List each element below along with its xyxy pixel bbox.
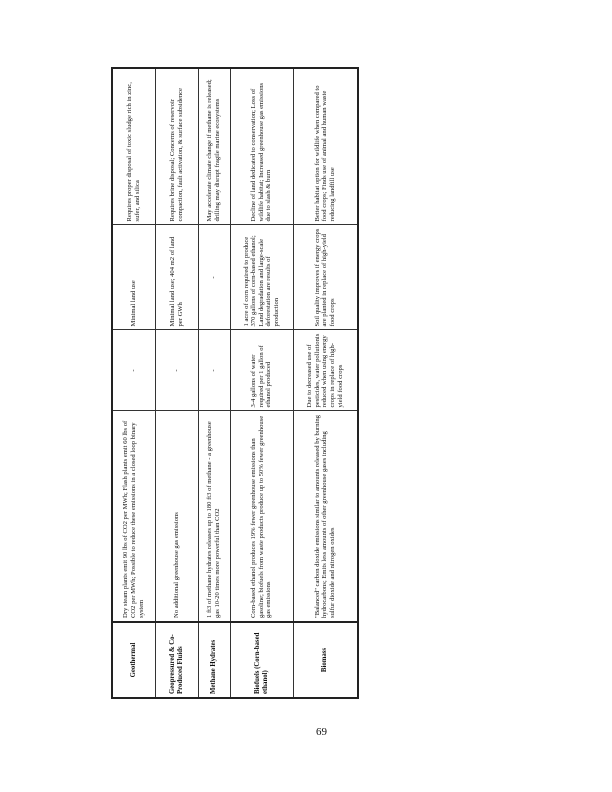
emissions-cell: Corn-based ethanol produces 19% fewer greenhouse emissions than gasoline; biofuels from waste products produce up to 50% fewer greenhouse gas emissions	[230, 411, 293, 622]
water-cell: -	[112, 330, 155, 411]
land-cell: Minimal land use; 404 m2 of land per GWh	[155, 225, 198, 330]
other-impacts-cell: Decline of land dedicated to conservation; Loss of wildlife habitat; Increased greenhouse gas emissions due to slash & burn	[230, 68, 293, 225]
land-cell: Minimal land use	[112, 225, 155, 330]
land-cell: -	[198, 225, 230, 330]
other-impacts-cell: Requires proper disposal of toxic sludge rich in zinc, sufer, and silica	[112, 68, 155, 225]
water-cell: 3-4 gallons of water required per 1 gallon of ethanol produced	[230, 330, 293, 411]
water-cell: -	[198, 330, 230, 411]
rotated-table-container	[111, 69, 357, 699]
page-number: 69	[316, 726, 327, 738]
other-impacts-cell: Better habitat option for wildlife when compared to food crops; Finds use of animal and human waste reducing landfill use	[293, 68, 358, 225]
environmental-impacts-table	[111, 67, 359, 699]
table-row	[155, 68, 198, 698]
emissions-cell: Dry steam plants emit 90 lbs of CO2 per MWh; Flash plants emit 60 lbs of CO2 per MWh; Possible to reduce these emissions in a closed loop binary system	[112, 411, 155, 622]
water-cell: Due to decreased use of pesticides, water pollutionis reduced when using energy crops in replace of high-yield food crops	[293, 330, 358, 411]
source-cell: Methane Hydrates	[198, 622, 230, 698]
other-impacts-cell: May accelerate climate change if methane is released; drilling may disrupt fragile marine ecosystems	[198, 68, 230, 225]
emissions-cell: "Balanced" carbon dioxide emissions similar to amounts released by burning hydrocarbons; Emits less amounts of other greenhouse gases including sulfur dioxide and nitrogen oxides	[293, 411, 358, 622]
water-cell: -	[155, 330, 198, 411]
source-cell: Geothermal	[112, 622, 155, 698]
table-row	[230, 68, 293, 698]
land-cell: Soil quality improves if energy crops are planted in replace of high-yield food crops	[293, 225, 358, 330]
emissions-cell: No additional greenhouse gas emissions	[155, 411, 198, 622]
source-cell: Biofuels (Corn-based ethanol)	[230, 622, 293, 698]
table-row	[293, 68, 358, 698]
source-cell: Biomass	[293, 622, 358, 698]
other-impacts-cell: Requires brine disposal; Concerns of reservoir compaction, fault activation, & surface subsidence	[155, 68, 198, 225]
table-row	[112, 68, 155, 698]
table-row	[198, 68, 230, 698]
emissions-cell: 1 ft3 of methane hydrates releases up to 180 ft3 of methane - a greenhouse gas 10-20 times more powerful than CO2	[198, 411, 230, 622]
source-cell: Geopressured & Co-Produced Fluids	[155, 622, 198, 698]
land-cell: 1 acre of corn required to produce 370 gallons of corn-based ethanol; Land degradation and large-scale deforestation are results of production	[230, 225, 293, 330]
